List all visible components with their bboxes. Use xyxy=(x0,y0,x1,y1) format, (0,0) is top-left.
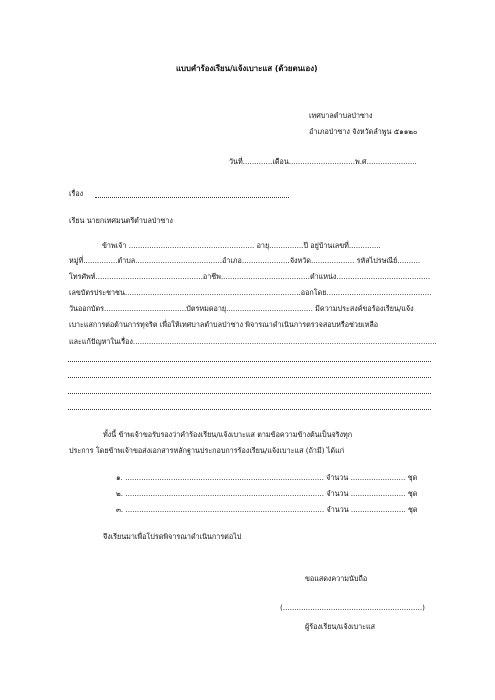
signer-label: ผู้ร้องเรียน/แจ้งเบาะแส xyxy=(305,622,376,631)
info-row-3: โทรศัพท์...............................................อาชีพ.......................................ตำแหน่ง......................................... xyxy=(69,272,431,281)
date-line: วันที่.............เดือน.............................พ.ศ...................... xyxy=(229,157,417,166)
attachment-item: ๓. ....................................................................................... จำนวน ........................ ชุด xyxy=(116,505,418,514)
office-location: อำเภอป่าซาง จังหวัดลำพูน ๕๑๑๒๐ xyxy=(309,127,418,136)
closing-line: จึงเรียนมาเพื่อโปรดพิจารณาดำเนินการต่อไป xyxy=(103,532,242,541)
info-row-7: และแก้ปัญหาในเรื่อง..................................................................................................................................... xyxy=(69,337,437,346)
info-row-1: ข้าพเจ้า ....................................................... อายุ...............ปี อยู่บ้านเลขที่.............. xyxy=(102,241,381,250)
form-title: แบบคำร้องเรียน/แจ้งเบาะแส (ด้วยตนเอง) xyxy=(176,64,318,73)
blank-line xyxy=(68,361,431,362)
blank-line xyxy=(68,377,431,378)
attachment-item: ๒. ....................................................................................... จำนวน ........................ ชุด xyxy=(116,489,418,498)
office-name: เทศบาลตำบลป่าซาง xyxy=(309,111,373,120)
blank-line xyxy=(68,409,431,410)
certify-line-2: ประการ โดยข้าพเจ้าขอส่งเอกสารหลักฐานประกอบการร้องเรียน/แจ้งเบาะแส (ถ้ามี) ได้แก่ xyxy=(69,446,345,455)
info-row-6: เบาะแสการต่อต้านการทุจริต เพื่อให้เทศบาลตำบลป่าซาง พิจารณาดำเนินการตรวจสอบหรือช่วยเหลือ xyxy=(69,320,379,329)
certify-line-1: ทั้งนี้ ข้าพเจ้าขอรับรองว่าคำร้องเรียน/แจ้งเบาะแส ตามข้อความข้างต้นเป็นจริงทุก xyxy=(103,430,353,439)
attachment-item: ๑. ....................................................................................... จำนวน ........................ ชุด xyxy=(116,473,418,482)
recipient-line: เรียน นายกเทศมนตรีตำบลป่าซาง xyxy=(69,216,173,225)
info-row-4: เลขบัตรประชาชน.............................................................................ออกโดย.............................................. xyxy=(69,288,432,297)
regards-line: ขอแสดงความนับถือ xyxy=(305,574,368,583)
info-row-5: วันออกบัตร....................................บัตรหมดอายุ...................................... มีความประสงค์ขอร้องเรียน/แจ้ง xyxy=(69,304,414,313)
info-row-2: หมู่ที่...............ตำบล......................................อำเภอ.....................จังหวัด................... รหัสไปรษณีย์.......... xyxy=(69,256,421,265)
subject-field xyxy=(95,197,289,198)
signature-line: (.............................................................) xyxy=(280,603,425,612)
subject-label: เรื่อง xyxy=(69,189,84,198)
blank-line xyxy=(68,393,431,394)
